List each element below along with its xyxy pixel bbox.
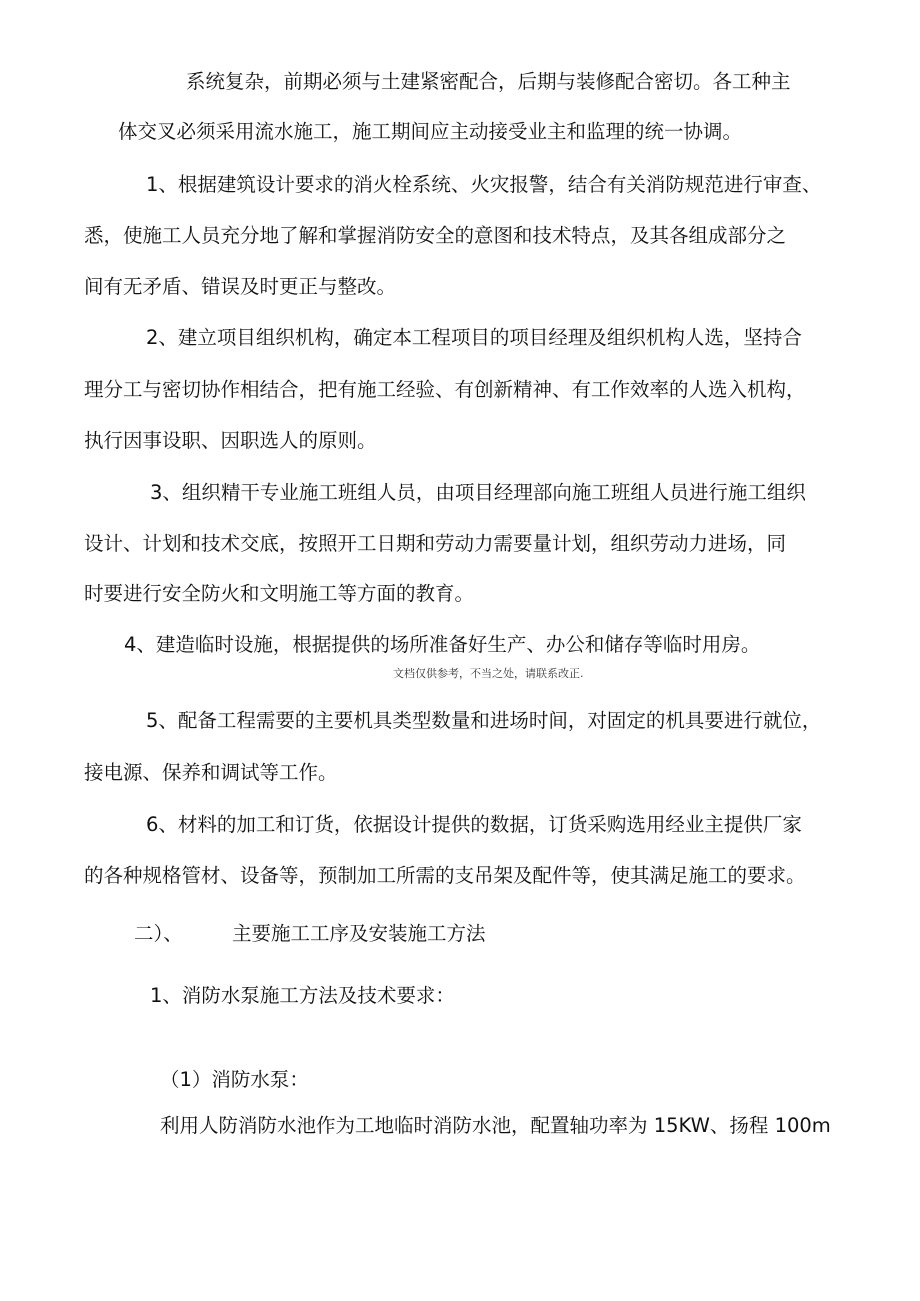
item-2-line-2: 理分工与密切协作相结合，把有施工经验、有创新精神、有工作效率的人选入机构，	[84, 378, 806, 401]
item-3-line-2: 设计、计划和技术交底，按照开工日期和劳动力需要量计划，组织劳动力进场，同	[84, 532, 787, 555]
item-5-line-2: 接电源、保养和调试等工作。	[84, 761, 338, 784]
section-title: 主要施工工序及安装施工方法	[232, 922, 486, 945]
paragraph-line-2: 体交叉必须采用流水施工，施工期间应主动接受业主和监理的统一协调。	[118, 120, 743, 143]
item-1-line-3: 间有无矛盾、错误及时更正与整改。	[84, 275, 397, 298]
item-3-line-1: 3、组织精干专业施工班组人员，由项目经理部向施工班组人员进行施工组织	[150, 481, 806, 504]
item-3-line-3: 时要进行安全防火和文明施工等方面的教育。	[84, 582, 475, 605]
item-4-line-1: 4、建造临时设施，根据提供的场所准备好生产、办公和储存等临时用房。	[124, 633, 761, 656]
subsection-title: 1、消防水泵施工方法及技术要求：	[150, 984, 455, 1007]
item-2-line-3: 执行因事设职、因职选人的原则。	[84, 429, 377, 452]
paragraph-line-1: 系统复杂，前期必须与土建紧密配合，后期与装修配合密切。各工种主	[186, 70, 791, 93]
section-number: 二）、	[134, 922, 183, 945]
item-1-line-1: 1、根据建筑设计要求的消火栓系统、火灾报警，结合有关消防规范进行审查、	[146, 173, 822, 196]
item-2-line-1: 2、建立项目组织机构，确定本工程项目的项目经理及组织机构人选，坚持合	[146, 326, 802, 349]
item-6-line-2: 的各种规格管材、设备等，预制加工所需的支吊架及配件等，使其满足施工的要求。	[84, 864, 806, 887]
item-1-line-2: 悉，使施工人员充分地了解和掌握消防安全的意图和技术特点，及其各组成部分之	[84, 224, 787, 247]
last-line: 利用人防消防水池作为工地临时消防水池，配置轴功率为 15KW、扬程 100m	[160, 1114, 831, 1137]
item-5-line-1: 5、配备工程需要的主要机具类型数量和进场时间，对固定的机具要进行就位，	[146, 709, 822, 732]
footer-note: 文档仅供参考，不当之处，请联系改正.	[393, 667, 584, 680]
item-label: （1）消防水泵：	[160, 1068, 309, 1091]
item-6-line-1: 6、材料的加工和订货，依据设计提供的数据，订货采购选用经业主提供厂家	[146, 813, 802, 836]
